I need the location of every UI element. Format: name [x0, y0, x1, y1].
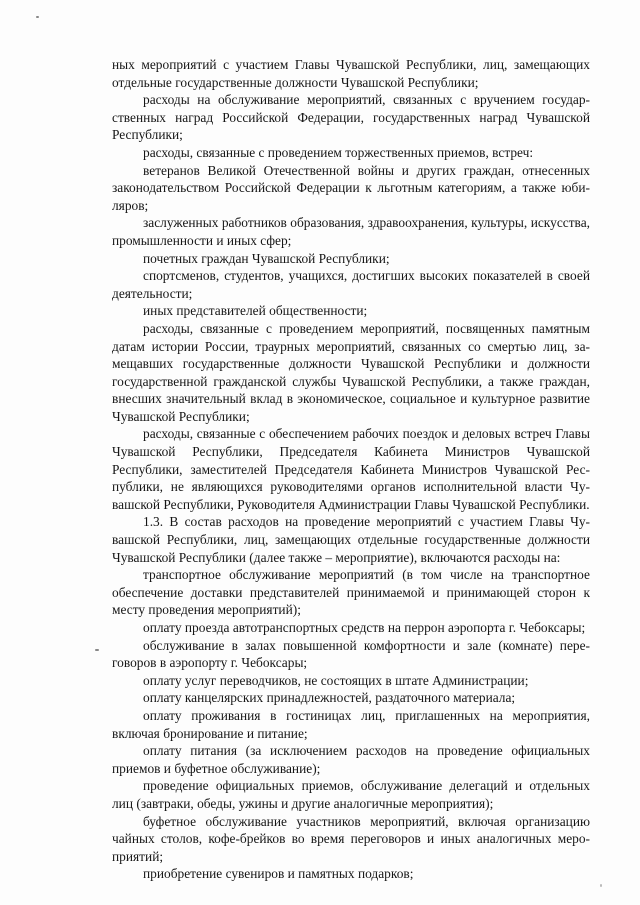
paragraph: оплату проезда автотранспортных средств на перрон аэропорта г. Чебоксары;	[143, 620, 586, 635]
paragraph: проведение официальных приемов, обслуживание делегаций и отдельных лиц (завтраки, обеды, ужины и другие аналогичные мероприятия);	[112, 778, 590, 811]
paragraph: спортсменов, студентов, учащихся, достигших высоких показателей в своей деятельности;	[112, 268, 590, 301]
scan-speck	[600, 884, 602, 887]
paragraph: приобретение сувениров и памятных подарков;	[143, 866, 414, 882]
paragraph: расходы, связанные с проведением мероприятий, посвященных памятным датам истории России, траурных мероприятий, связанных со смертью лиц, замещавших государственные должности Чувашской Республики и должности государственной гражданской службы Чувашской Республики, а также граждан, внесших значительный вклад в экономическое, социальное и культурное развитие Чувашской Республики;	[112, 320, 590, 424]
document-body	[112, 56, 590, 883]
paragraph: 1.3. В состав расходов на проведение мероприятий с участием Главы Чувашской Республики, лиц, замещающих отдельные государственные должности Чувашской Республики (далее также – мероприятие), включаются расходы на:	[112, 514, 590, 565]
paragraph: расходы на обслуживание мероприятий, связанных с вручением государственных наград Российской Федерации, государственных наград Чувашской Республики;	[112, 92, 590, 143]
scan-speck	[36, 16, 39, 18]
paragraph: ных мероприятий с участием Главы Чувашской Республики, лиц, замещающих отдельные государственные должности Чувашской Республики;	[112, 57, 590, 90]
paragraph: оплату канцелярских принадлежностей, раздаточного материала;	[143, 690, 516, 706]
scan-speck	[95, 649, 99, 651]
paragraph: иных представителей общественности;	[143, 303, 368, 319]
paragraph: расходы, связанные с обеспечением рабочих поездок и деловых встреч Главы Чувашской Республики, Председателя Кабинета Министров Чувашской Республики, заместителей Председателя Кабинета Министров Чувашской Республики, не являющихся руководителями органов исполнительной власти Чувашской Республики, Руководителя Администрации Главы Чувашской Республики.	[112, 426, 590, 512]
paragraph: оплату услуг переводчиков, не состоящих в штате Администрации;	[143, 672, 529, 688]
paragraph: буфетное обслуживание участников мероприятий, включая организацию чайных столов, кофе-брейков во время переговоров и иных аналогичных мероприятий;	[112, 813, 590, 864]
paragraph: обслуживание в залах повышенной комфортности и зале (комнате) переговоров в аэропорту г. Чебоксары;	[112, 637, 590, 671]
paragraph: ветеранов Великой Отечественной войны и других граждан, отнесенных законодательством Российской Федерации к льготным категориям, а также юбиляров;	[112, 162, 590, 213]
paragraph: заслуженных работников образования, здравоохранения, культуры, искусства, промышленности и иных сфер;	[112, 215, 590, 248]
paragraph: почетных граждан Чувашской Республики;	[143, 250, 390, 266]
paragraph: оплату проживания в гостиницах лиц, приглашенных на мероприятия, включая бронирование и питание;	[112, 707, 590, 741]
paragraph: расходы, связанные с проведением торжественных приемов, встреч:	[143, 144, 534, 160]
paragraph: оплату питания (за исключением расходов на проведение официальных приемов и буфетное обслуживание);	[112, 743, 590, 776]
paragraph: транспортное обслуживание мероприятий (в том числе на транспортное обеспечение доставки представителей принимаемой и принимающей сторон к месту проведения мероприятий);	[112, 567, 590, 618]
